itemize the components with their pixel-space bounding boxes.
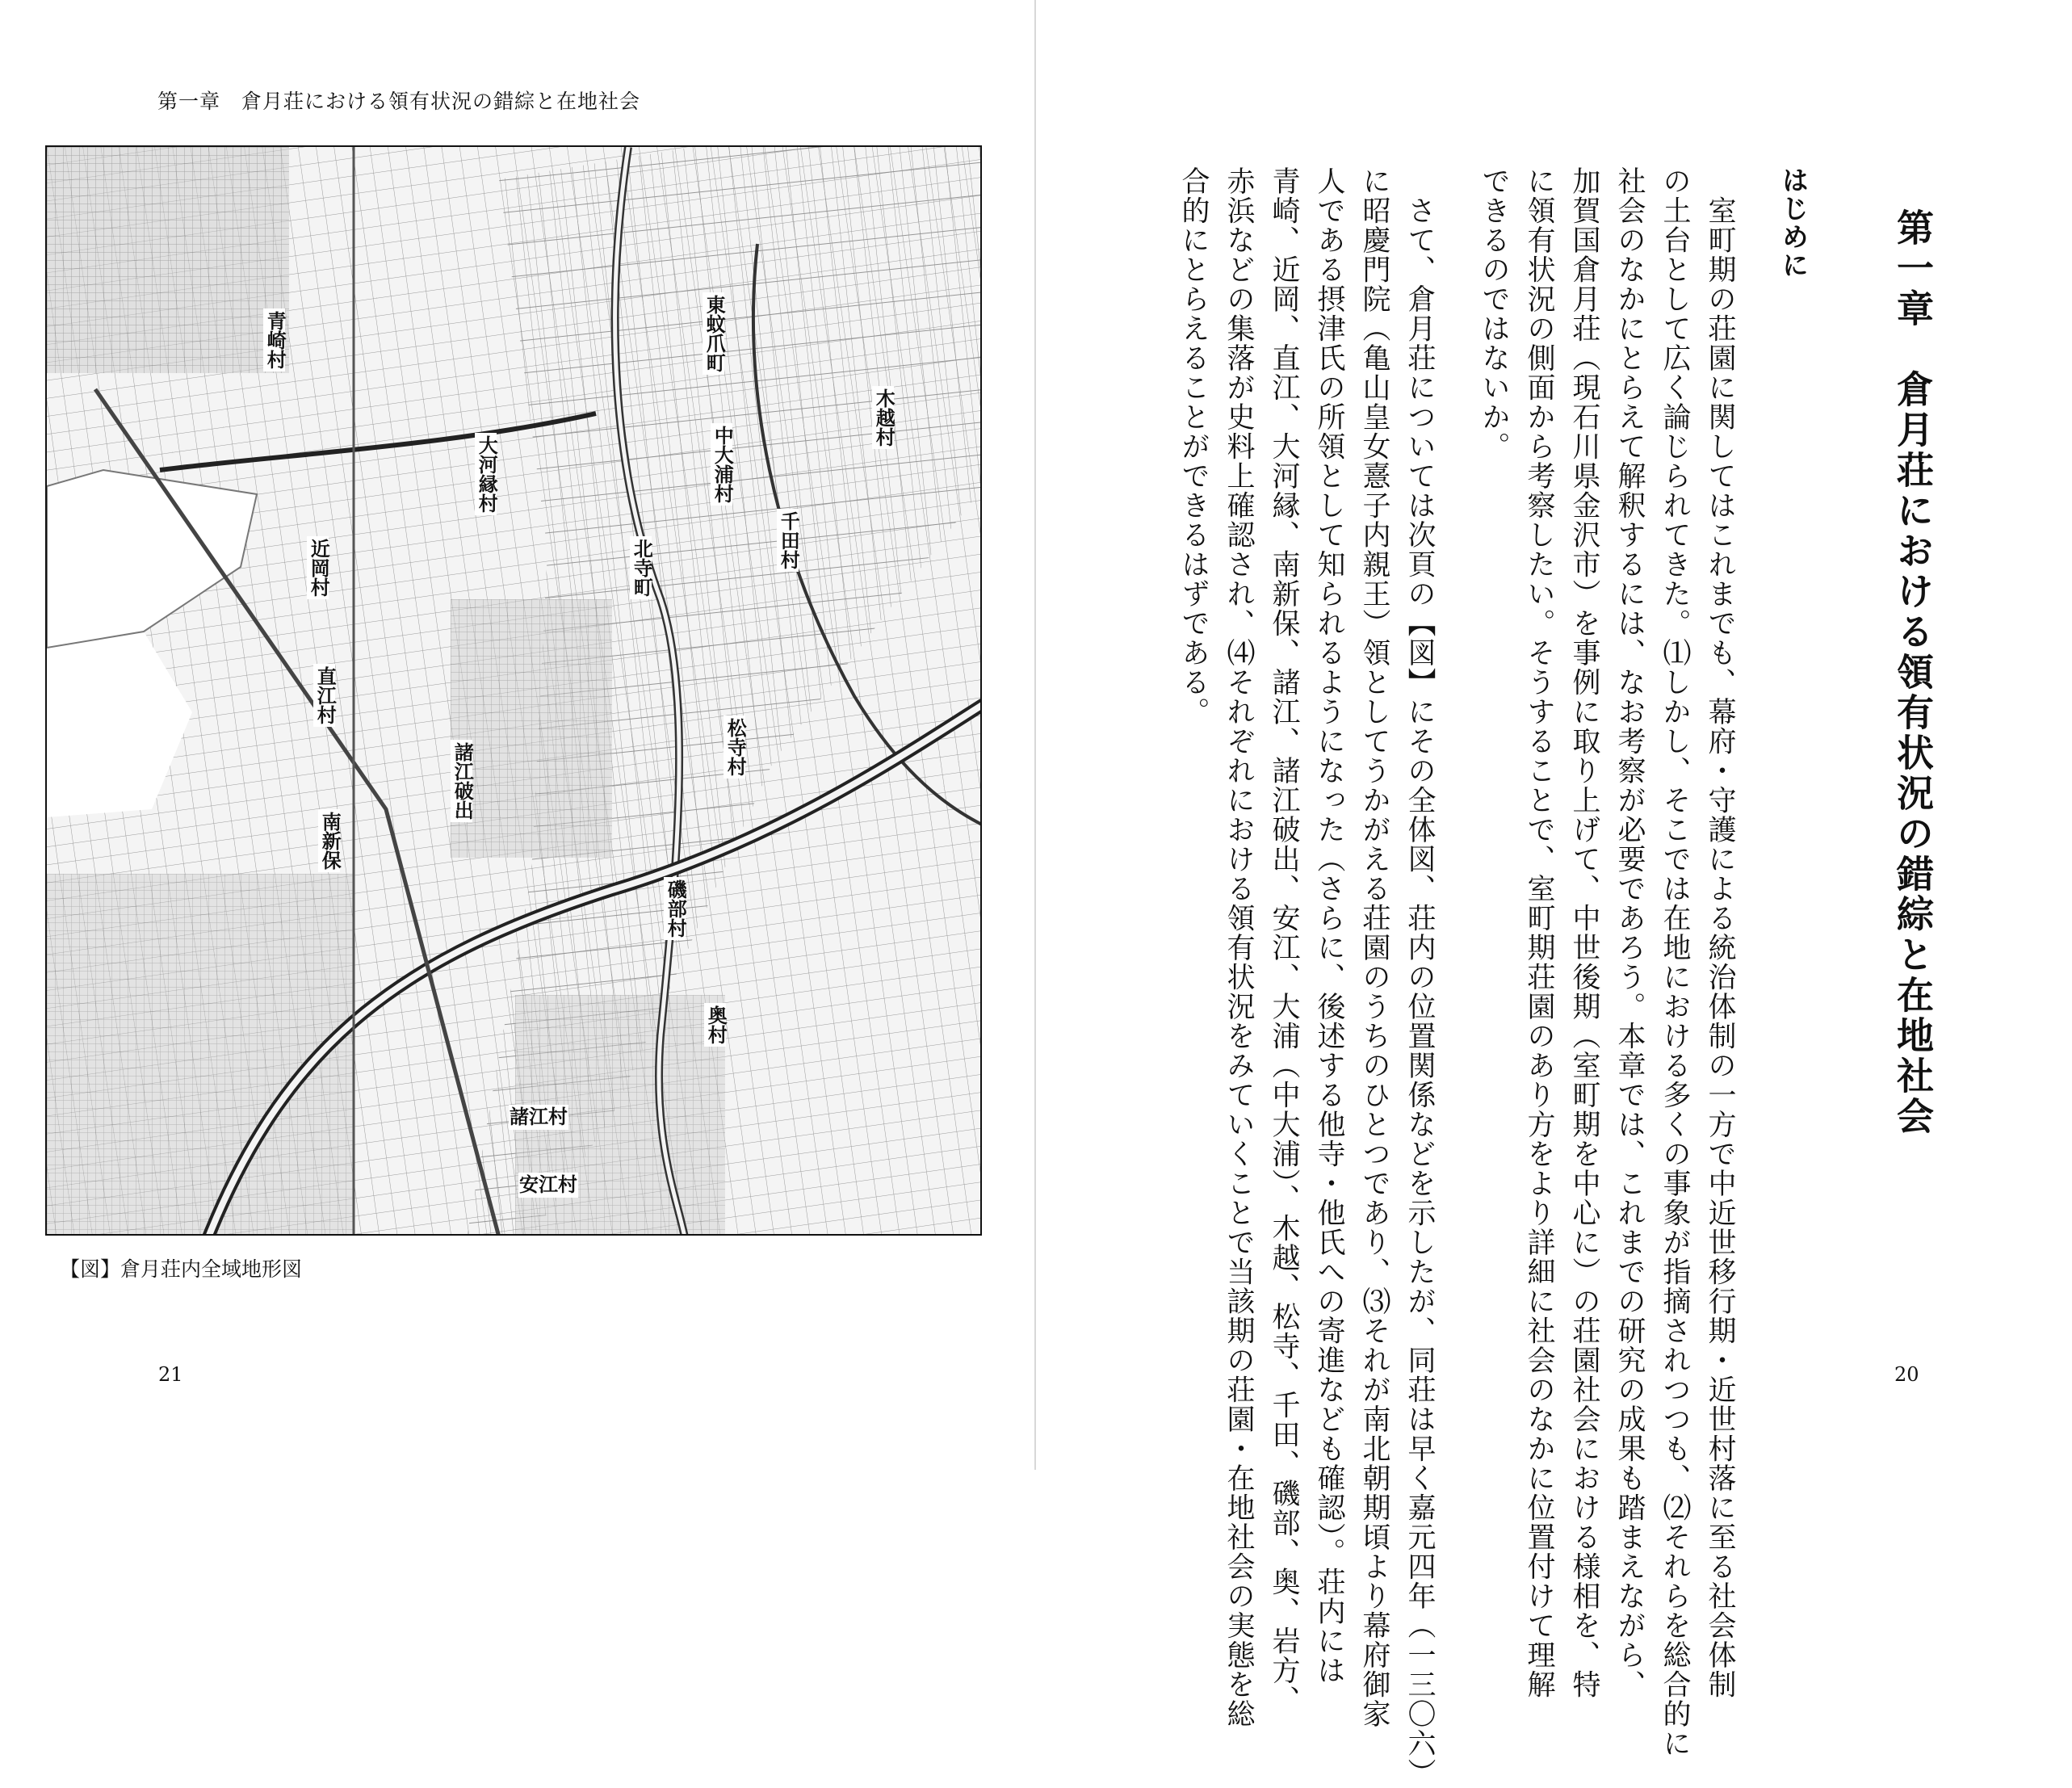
map-label-okawabuchi: 大河縁村 [475, 433, 497, 515]
page-number-left: 21 [158, 1363, 183, 1386]
gutter [1034, 0, 1036, 1470]
map-label-nakaoura: 中大浦村 [711, 423, 732, 506]
section-heading: はじめに [1778, 166, 1810, 279]
text-column-6: できるのではないか。 [1478, 166, 1510, 461]
aosaki-town [47, 147, 289, 373]
text-column-8: に昭慶門院（亀山皇女憙子内親王）領としてうかがえる荘園のうちのひとつであり、⑶それが南北朝期頃より幕府御家 [1358, 166, 1390, 1729]
southwest-town [47, 874, 354, 1236]
map-label-chida: 千田村 [777, 509, 799, 572]
text-column-9: 人である摂津氏の所領として知られるようになった（さらに、後述する他寺・他氏への寄進なども確認）。荘内には [1313, 166, 1345, 1685]
map-label-higashi-katsume: 東蚊爪町 [703, 292, 724, 375]
text-column-12: 合的にとらえることができるはずである。 [1177, 166, 1210, 727]
text-column-3: 社会のなかにとらえて解釈するには、なお考察が必要であろう。本章では、これまでの研究の成果も踏まえながら、 [1613, 166, 1646, 1699]
map-label-kigoe: 木越村 [872, 386, 894, 449]
page-number-right: 20 [1894, 1363, 1919, 1386]
map-label-matsudera: 松寺村 [724, 716, 745, 779]
map-label-moroe-hade: 諸江破出 [451, 740, 472, 822]
text-column-7: さて、倉月荘については次頁の【図】にその全体図、荘内の位置関係などを示したが、同荘は早く嘉元四年（一三〇六） [1403, 166, 1436, 1788]
topographic-map [45, 145, 982, 1236]
map-label-chikaoka: 近岡村 [307, 536, 329, 599]
map-drawing [47, 147, 982, 1236]
figure-caption: 【図】倉月荘内全域地形図 [60, 1257, 303, 1281]
running-head: 第一章 倉月荘における領有状況の錯綜と在地社会 [157, 90, 641, 113]
map-label-moroe: 諸江村 [509, 1105, 568, 1130]
map-label-oku: 奥村 [704, 1003, 726, 1047]
text-column-4: 加賀国倉月荘（現石川県金沢市）を事例に取り上げて、中世後期（室町期を中心に）の荘園社会における様相を、特 [1568, 166, 1600, 1699]
map-label-aosaki: 青崎村 [263, 308, 285, 371]
text-column-5: に領有状況の側面から考察したい。そうすることで、室町期荘園のあり方をより詳細に社会のなかに位置付けて理解 [1523, 166, 1555, 1699]
chapter-title: 第一章 倉月荘における領有状況の錯綜と在地社会 [1891, 208, 1935, 1137]
map-label-yasue: 安江村 [518, 1173, 578, 1198]
map-label-isobe: 磯部村 [664, 877, 686, 940]
central-town [451, 599, 612, 858]
map-label-kitaderamachi: 北寺町 [630, 536, 652, 599]
map-label-naoe: 直江村 [313, 664, 335, 727]
text-column-1: 室町期の荘園に関してはこれまでも、幕府・守護による統治体制の一方で中近世移行期・近世村落に至る社会体制 [1704, 166, 1736, 1699]
text-column-11: 赤浜などの集落が史料上確認され、⑷それぞれにおける領有状況をみていくことで当該期の荘園・在地社会の実態を総 [1223, 166, 1255, 1729]
text-column-2: の土台として広く論じられてきた。⑴しかし、そこでは在地における多くの事象が指摘されつつも、⑵それらを総合的に [1659, 166, 1691, 1758]
text-column-10: 青崎、近岡、直江、大河縁、南新保、諸江、諸江破出、安江、大浦（中大浦）、木越、松寺、千田、磯部、奥、岩方、 [1268, 166, 1300, 1715]
map-label-minamishinbo: 南新保 [318, 809, 340, 872]
